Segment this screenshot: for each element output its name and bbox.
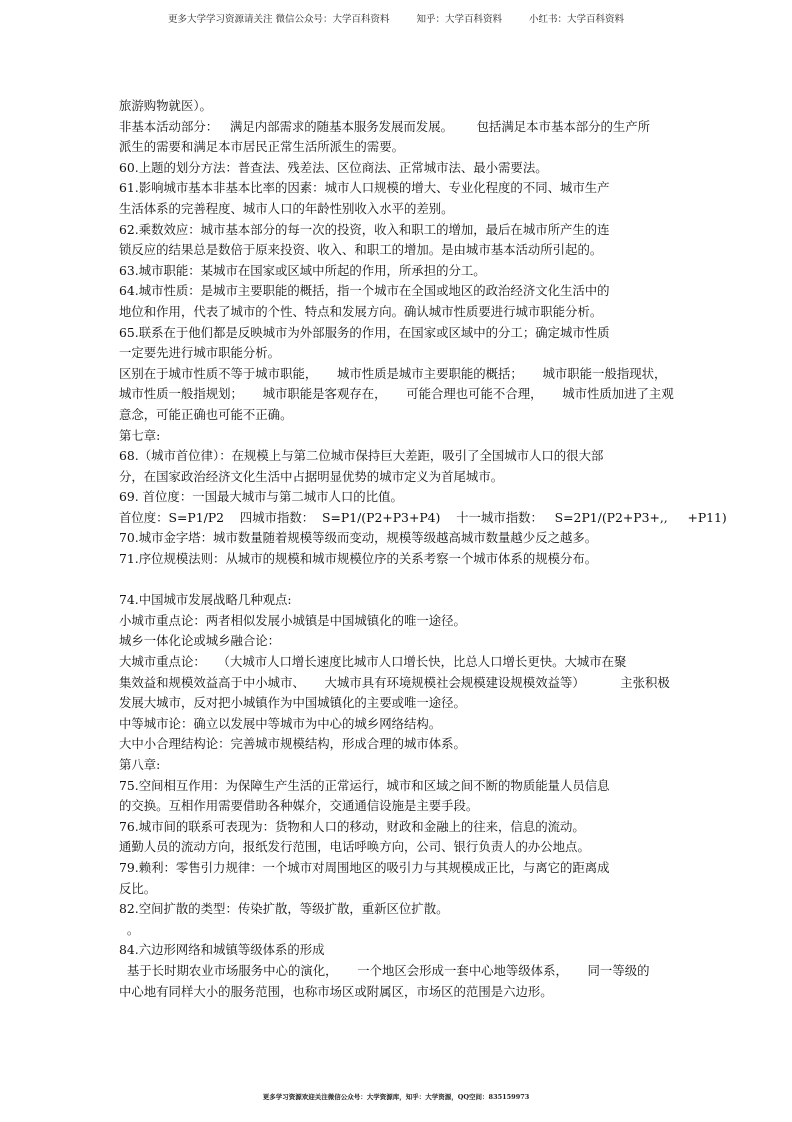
text-line: 一定要先进行城市职能分析。 [119, 345, 281, 361]
text-line: 首位度：S=P1/P2 四城市指数： S=P1/(P2+P3+P4) 十一城市指数： S=2P1/(P2+P3+,, +P11) [119, 509, 727, 525]
text-line: 区别在于城市性质不等于城市职能， 城市性质是城市主要职能的概括； 城市职能一般指现状， [119, 365, 667, 381]
text-line: 71.序位规模法则：从城市的规模和城市规模位序的关系考察一个城市体系的规模分布。 [119, 551, 598, 567]
text-line: 68.（城市首位律）：在规模上与第二位城市保持巨大差距，吸引了全国城市人口的很大部 [119, 448, 604, 464]
text-line: 70.城市金字塔：城市数量随着规模等级而变动，规模等级越高城市数量越少反之越多。 [119, 530, 598, 546]
text-line: 中心地有同样大小的服务范围，也称市场区或附属区，市场区的范围是六边形。 [119, 983, 553, 999]
text-line: 非基本活动部分： 满足内部需求的随基本服务发展而发展。 包括满足本市基本部分的生产所 [119, 118, 651, 134]
text-line: 第八章: [119, 757, 161, 772]
text-line: 城市性质一般指规划； 城市职能是客观存在， 可能合理也可能不合理， 城市性质加进了主观 [119, 386, 674, 402]
text-line: 基于长时期农业市场服务中心的演化， 一个地区会形成一套中心地等级体系， 同一等级的 [119, 962, 650, 978]
text-line: 的交换。互相作用需要借助各种媒介，交通通信设施是主要手段。 [119, 798, 479, 814]
text-line: 63.城市职能：某城市在国家或区域中所起的作用，所承担的分工。 [119, 262, 486, 278]
text-line: 大中小合理结构论：完善城市规模结构，形成合理的城市体系。 [119, 736, 466, 752]
text-line: 中等城市论：确立以发展中等城市为中心的城乡网络结构。 [119, 715, 442, 731]
text-line: 82.空间扩散的类型：传染扩散，等级扩散，重新区位扩散。 [119, 901, 449, 917]
text-line: 生活体系的完善程度、城市人口的年龄性别收入水平的差别。 [119, 200, 454, 216]
text-line: 第七章: [119, 427, 161, 443]
text-line: 75.空间相互作用：为保障生产生活的正常运行，城市和区域之间不断的物质能量人员信息 [119, 777, 610, 793]
text-line: 62.乘数效应：城市基本部分的每一次的投资，收入和职工的增加，最后在城市所产生的连 [119, 221, 610, 237]
text-line: 60.上题的划分方法：普查法、残差法、区位商法、正常城市法、最小需要法。 [119, 159, 548, 175]
text-line: 64.城市性质：是城市主要职能的概括，指一个城市在全国或地区的政治经济文化生活中的 [119, 283, 610, 299]
header-zhihu-note: 知乎：大学百科资料 [416, 14, 503, 25]
text-line: 集效益和规模效益高于中小城市、 大城市具有环境规模社会规模建设规模效益等） 主张积极 [119, 674, 670, 690]
text-line: 74.中国城市发展战略几种观点: [119, 592, 292, 608]
text-line: 锁反应的结果总是数倍于原来投资、收入、和职工的增加。是由城市基本活动所引起的。 [119, 242, 603, 258]
text-line: 地位和作用，代表了城市的个性、特点和发展方向。确认城市性质要进行城市职能分析。 [119, 303, 603, 319]
text-line: 分，在国家政治经济文化生活中占据明显优势的城市定义为首尾城市。 [119, 468, 504, 484]
text-line: 派生的需要和满足本市居民正常生活所派生的需要。 [119, 139, 404, 155]
page-header [0, 11, 792, 25]
text-line: 大城市重点论： （大城市人口增长速度比城市人口增长快，比总人口增长更快。大城市在聚 [119, 654, 627, 670]
text-line: 65.联系在于他们都是反映城市为外部服务的作用，在国家或区域中的分工；确定城市性质 [119, 324, 610, 340]
text-line: 小城市重点论：两者相似发展小城镇是中国城镇化的唯一途径。 [119, 612, 466, 628]
text-line: 反比。 [119, 880, 157, 896]
document-body [119, 96, 727, 1002]
text-line: 城乡一体化论或城乡融合论： [119, 633, 281, 649]
text-line: 通勤人员的流动方向，报纸发行范围，电话呼唤方向，公司、银行负责人的办公地点。 [119, 839, 590, 855]
page-footer: 更多学习资源欢迎关注微信公众号：大学资源库，知乎：大学资源，QQ空间：835159973 [262, 1093, 530, 1101]
text-line: 84.六边形网络和城镇等级体系的形成 [119, 942, 325, 958]
text-line: 61.影响城市基本非基本比率的因素：城市人口规模的增大、专业化程度的不同、城市生产 [119, 180, 610, 196]
text-line: 发展大城市，反对把小城镇作为中国城镇化的主要或唯一途径。 [119, 695, 466, 711]
text-line: 79.赖利：零售引力规律：一个城市对周围地区的吸引力与其规模成正比，与离它的距离成 [119, 859, 610, 875]
text-line: 。 [119, 921, 140, 937]
text-line: 旅游购物就医）。 [119, 98, 212, 113]
text-line: 意念，可能正确也可能不正确。 [119, 406, 293, 422]
header-wechat-note: 更多大学学习资源请关注 微信公众号：大学百科资料 [167, 14, 390, 25]
text-line: 76.城市间的联系可表现为：货物和人口的移动，财政和金融上的往来，信息的流动。 [119, 818, 585, 834]
text-line: 69. 首位度：一国最大城市与第二城市人口的比值。 [119, 489, 403, 505]
blank-line [119, 570, 679, 591]
header-xiaohongshu-note: 小红书：大学百科资料 [529, 14, 625, 25]
